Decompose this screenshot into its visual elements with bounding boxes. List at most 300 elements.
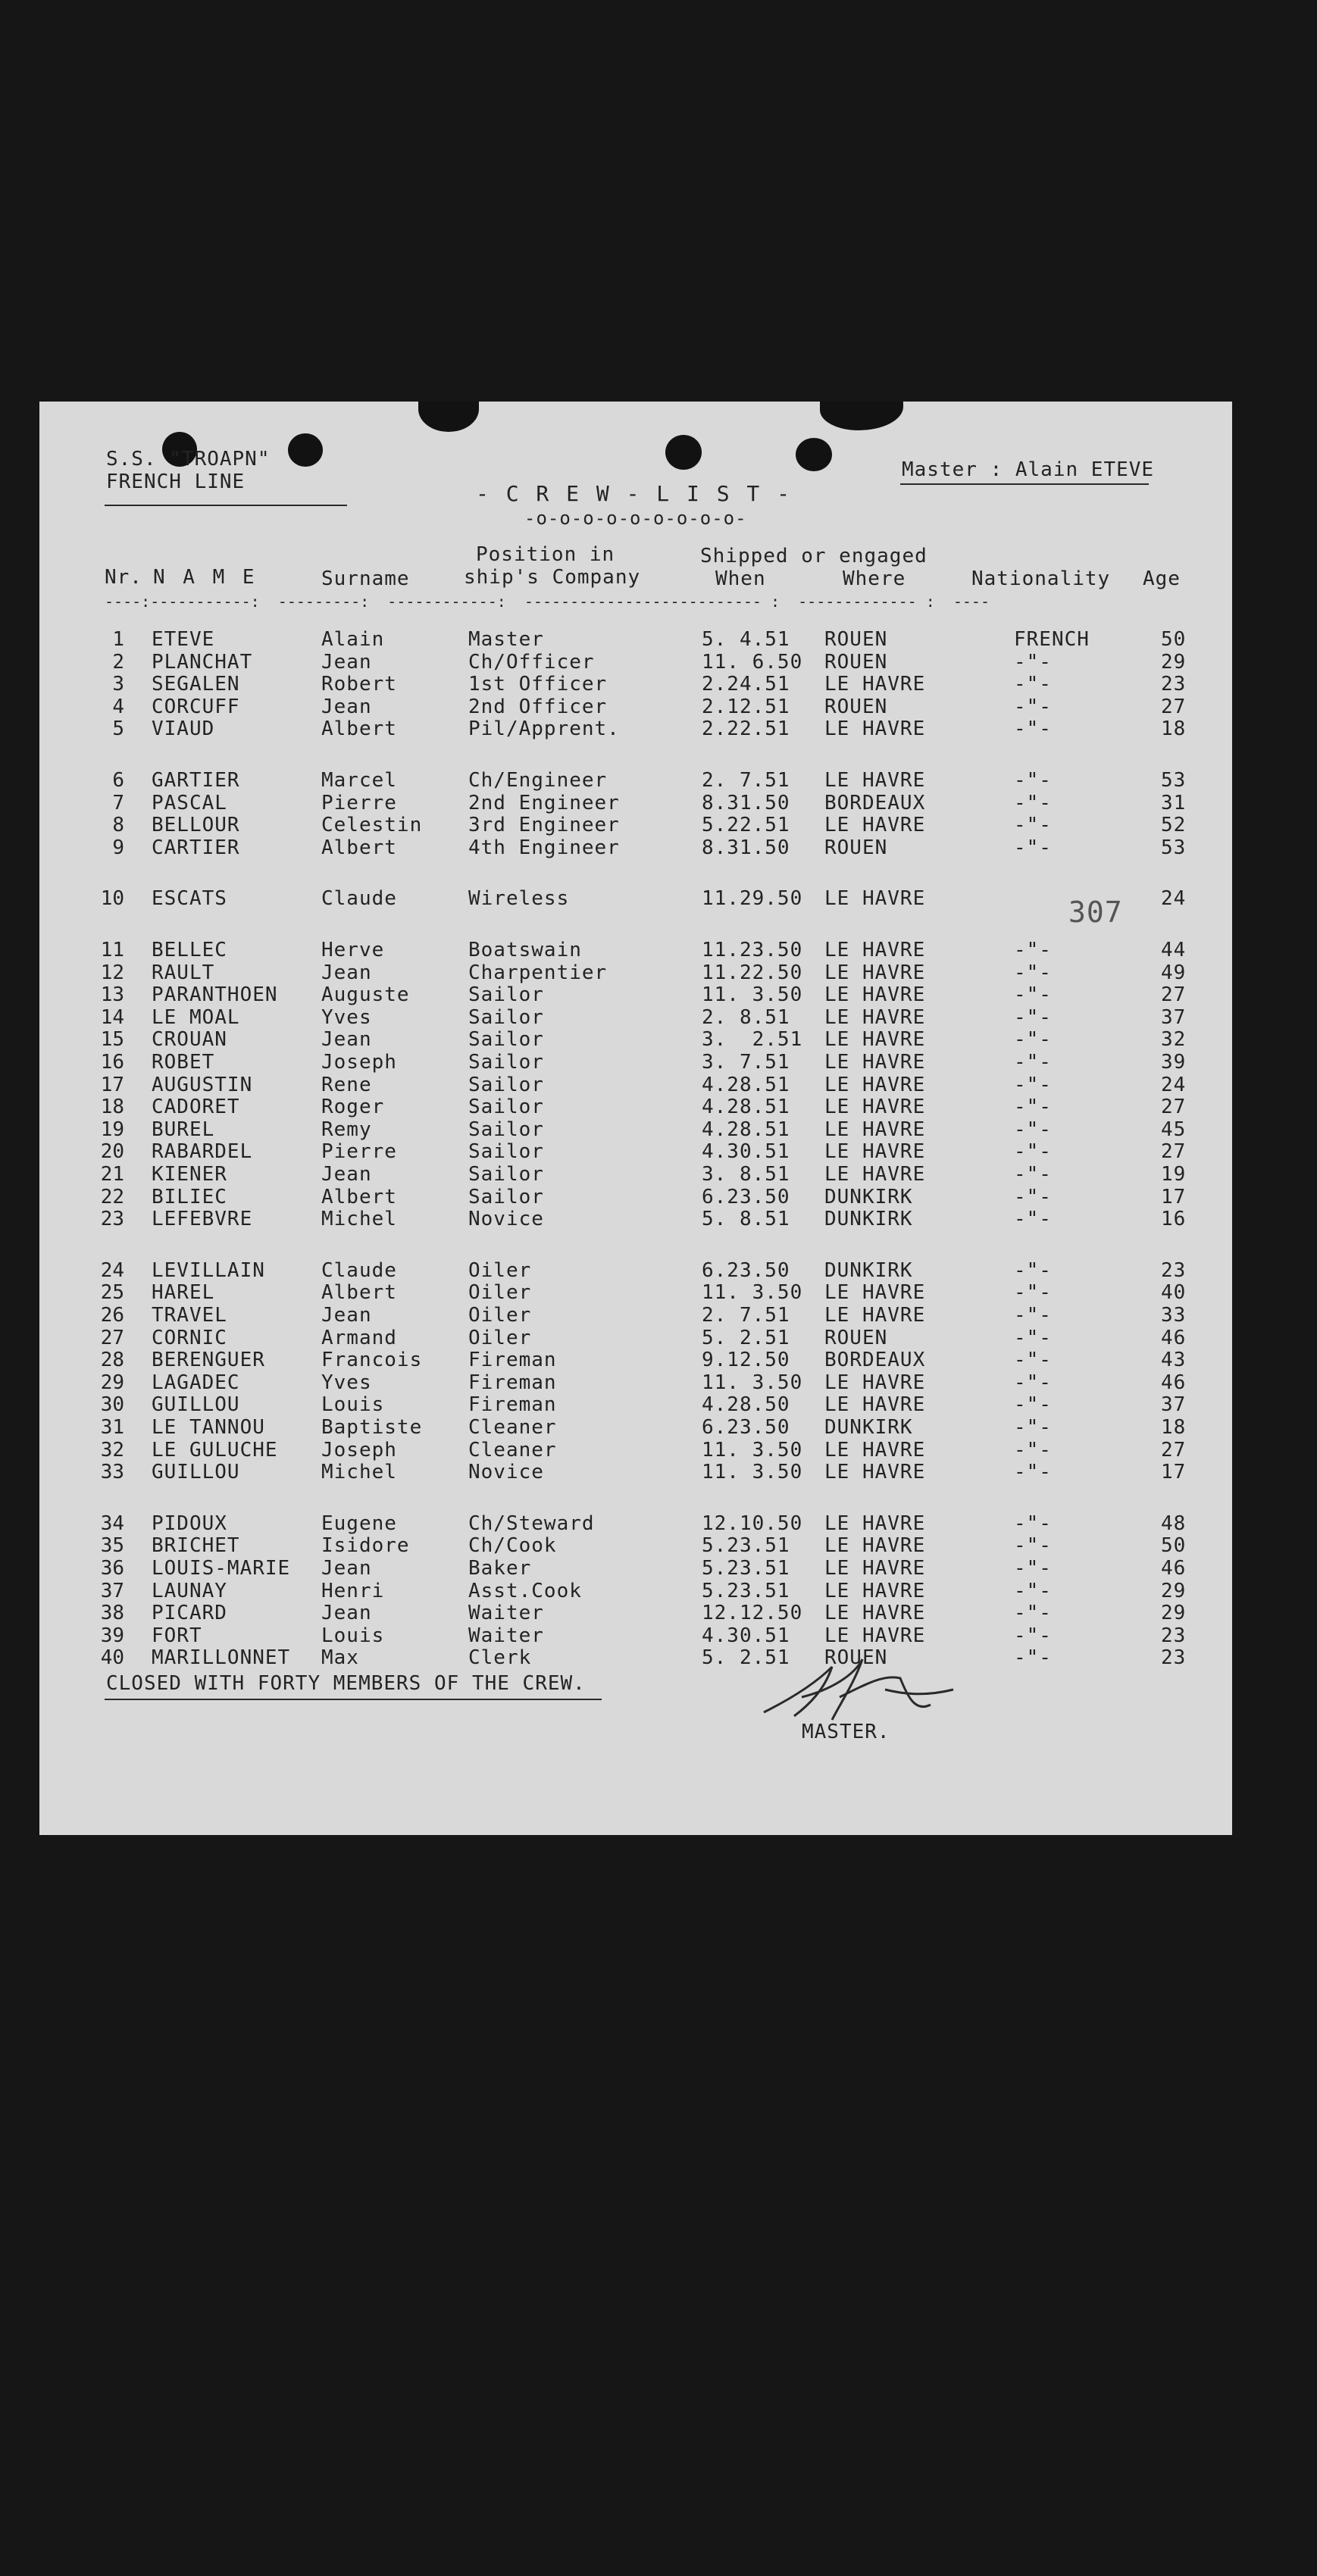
crew-age: 53 xyxy=(1161,769,1187,792)
crew-where: LE HAVRE xyxy=(824,1140,926,1164)
crew-where: ROUEN xyxy=(824,628,888,651)
crew-position: Cleaner xyxy=(468,1416,557,1439)
crew-surname: Michel xyxy=(321,1461,397,1484)
crew-nr: 12 xyxy=(100,961,124,984)
crew-surname: Jean xyxy=(321,1602,372,1625)
crew-age: 39 xyxy=(1161,1051,1187,1074)
crew-surname: Louis xyxy=(321,1393,385,1417)
crew-when: 5.22.51 xyxy=(702,814,790,837)
crew-where: ROUEN xyxy=(824,695,888,718)
crew-nr: 8 xyxy=(112,814,124,837)
crew-when: 3. 8.51 xyxy=(702,1163,790,1186)
crew-nr: 36 xyxy=(100,1557,124,1580)
crew-name: PASCAL xyxy=(152,791,227,814)
crew-name: GARTIER xyxy=(152,769,240,792)
crew-position: Clerk xyxy=(468,1646,532,1670)
crew-surname: Pierre xyxy=(321,1140,397,1164)
crew-age: 24 xyxy=(1161,887,1187,911)
crew-surname: Jean xyxy=(321,650,372,674)
crew-surname: Marcel xyxy=(321,769,397,792)
crew-when: 2.22.51 xyxy=(702,717,790,741)
crew-nationality: -"- xyxy=(1014,1461,1052,1484)
crew-when: 11. 3.50 xyxy=(702,983,803,1007)
crew-nationality: -"- xyxy=(1014,1416,1052,1439)
crew-position: Ch/Steward xyxy=(468,1512,595,1535)
crew-position: Sailor xyxy=(468,1185,544,1208)
master-heading: Master : Alain ETEVE xyxy=(902,458,1155,481)
crew-position: 1st Officer xyxy=(468,673,608,696)
crew-position: Oiler xyxy=(468,1304,532,1327)
crew-nr: 34 xyxy=(100,1512,124,1535)
crew-surname: Jean xyxy=(321,1163,372,1186)
crew-name: LE GULUCHE xyxy=(152,1438,278,1462)
crew-nationality: -"- xyxy=(1014,1512,1052,1535)
crew-age: 46 xyxy=(1161,1326,1187,1349)
crew-surname: Isidore xyxy=(321,1534,410,1558)
crew-age: 45 xyxy=(1161,1118,1187,1141)
crew-nr: 20 xyxy=(100,1140,124,1164)
crew-where: LE HAVRE xyxy=(824,983,926,1007)
crew-position: Fireman xyxy=(468,1349,557,1372)
crew-where: LE HAVRE xyxy=(824,1005,926,1029)
crew-age: 23 xyxy=(1161,1624,1187,1647)
crew-nationality: -"- xyxy=(1014,1438,1052,1462)
crew-position: Novice xyxy=(468,1208,544,1231)
crew-name: BILIEC xyxy=(152,1185,227,1208)
crew-when: 9.12.50 xyxy=(702,1349,790,1372)
crew-name: LE MOAL xyxy=(152,1005,240,1029)
crew-where: LE HAVRE xyxy=(824,769,926,792)
crew-name: PARANTHOEN xyxy=(152,983,278,1007)
crew-surname: Yves xyxy=(321,1005,372,1029)
crew-when: 2.12.51 xyxy=(702,695,790,718)
crew-when: 11.23.50 xyxy=(702,939,803,961)
crew-position: Asst.Cook xyxy=(468,1579,582,1602)
crew-position: Sailor xyxy=(468,1005,544,1029)
crew-name: CARTIER xyxy=(152,836,240,859)
crew-list-document xyxy=(39,402,1232,1835)
crew-surname: Rene xyxy=(321,1073,372,1096)
crew-nationality: -"- xyxy=(1014,1208,1052,1231)
crew-surname: Eugene xyxy=(321,1512,397,1535)
crew-name: HAREL xyxy=(152,1281,215,1305)
crew-nationality: -"- xyxy=(1014,1534,1052,1558)
crew-where: DUNKIRK xyxy=(824,1258,913,1282)
crew-surname: Remy xyxy=(321,1118,372,1141)
crew-where: ROUEN xyxy=(824,650,888,674)
crew-position: Oiler xyxy=(468,1258,532,1282)
crew-when: 11. 3.50 xyxy=(702,1461,803,1484)
crew-position: Waiter xyxy=(468,1602,544,1625)
crew-where: LE HAVRE xyxy=(824,673,926,696)
crew-nr: 14 xyxy=(100,1005,124,1029)
crew-where: LE HAVRE xyxy=(824,1602,926,1625)
crew-age: 37 xyxy=(1161,1393,1187,1417)
crew-where: DUNKIRK xyxy=(824,1185,913,1208)
crew-surname: Armand xyxy=(321,1326,397,1349)
crew-name: LAGADEC xyxy=(152,1371,240,1394)
crew-age: 53 xyxy=(1161,836,1187,859)
crew-age: 44 xyxy=(1161,939,1187,961)
crew-name: KIENER xyxy=(152,1163,227,1186)
crew-nationality: -"- xyxy=(1014,695,1052,718)
page-title: - C R E W - L I S T - xyxy=(476,481,793,506)
crew-surname: Albert xyxy=(321,1185,397,1208)
crew-position: Novice xyxy=(468,1461,544,1484)
crew-age: 29 xyxy=(1161,650,1187,674)
crew-position: Sailor xyxy=(468,1163,544,1186)
crew-age: 27 xyxy=(1161,695,1187,718)
crew-nationality: -"- xyxy=(1014,983,1052,1007)
crew-age: 29 xyxy=(1161,1579,1187,1602)
crew-when: 3. 2.51 xyxy=(702,1028,803,1052)
crew-position: Boatswain xyxy=(468,939,582,961)
crew-nationality: -"- xyxy=(1014,1096,1052,1119)
crew-name: GUILLOU xyxy=(152,1461,240,1484)
crew-where: LE HAVRE xyxy=(824,1624,926,1647)
line-name: FRENCH LINE xyxy=(106,470,246,493)
crew-surname: Herve xyxy=(321,939,385,961)
crew-age: 27 xyxy=(1161,1096,1187,1119)
crew-nr: 4 xyxy=(112,695,124,718)
crew-age: 40 xyxy=(1161,1281,1187,1305)
crew-age: 24 xyxy=(1161,1073,1187,1096)
crew-age: 32 xyxy=(1161,1028,1187,1052)
crew-position: 3rd Engineer xyxy=(468,814,620,837)
crew-where: BORDEAUX xyxy=(824,791,926,814)
crew-position: Sailor xyxy=(468,1118,544,1141)
crew-name: PICARD xyxy=(152,1602,227,1625)
crew-nr: 21 xyxy=(100,1163,124,1186)
crew-nr: 9 xyxy=(112,836,124,859)
crew-where: LE HAVRE xyxy=(824,1579,926,1602)
crew-surname: Pierre xyxy=(321,791,397,814)
crew-when: 5. 2.51 xyxy=(702,1326,790,1349)
crew-where: ROUEN xyxy=(824,1646,888,1670)
crew-where: LE HAVRE xyxy=(824,1028,926,1052)
crew-where: LE HAVRE xyxy=(824,939,926,961)
crew-when: 4.30.51 xyxy=(702,1140,790,1164)
crew-surname: Jean xyxy=(321,1557,372,1580)
crew-nationality: -"- xyxy=(1014,1624,1052,1647)
crew-name: GUILLOU xyxy=(152,1393,240,1417)
crew-name: ROBET xyxy=(152,1051,215,1074)
crew-position: 2nd Officer xyxy=(468,695,608,718)
crew-when: 4.28.51 xyxy=(702,1096,790,1119)
crew-nr: 3 xyxy=(112,673,124,696)
crew-when: 4.28.51 xyxy=(702,1118,790,1141)
crew-position: Sailor xyxy=(468,1073,544,1096)
crew-nationality: -"- xyxy=(1014,1118,1052,1141)
crew-name: RABARDEL xyxy=(152,1140,253,1164)
title-underline: -o-o-o-o-o-o-o-o-o- xyxy=(524,508,747,529)
crew-age: 48 xyxy=(1161,1512,1187,1535)
crew-where: LE HAVRE xyxy=(824,961,926,984)
crew-when: 6.23.50 xyxy=(702,1416,790,1439)
crew-name: VIAUD xyxy=(152,717,215,741)
crew-nationality: -"- xyxy=(1014,1028,1052,1052)
crew-nationality: -"- xyxy=(1014,1393,1052,1417)
crew-nationality: -"- xyxy=(1014,1557,1052,1580)
crew-age: 18 xyxy=(1161,1416,1187,1439)
crew-where: LE HAVRE xyxy=(824,1051,926,1074)
crew-where: LE HAVRE xyxy=(824,1438,926,1462)
crew-nationality: -"- xyxy=(1014,1073,1052,1096)
crew-where: LE HAVRE xyxy=(824,717,926,741)
punch-hole xyxy=(796,438,832,471)
crew-nationality: -"- xyxy=(1014,1051,1052,1074)
crew-nr: 25 xyxy=(100,1281,124,1305)
crew-when: 6.23.50 xyxy=(702,1258,790,1282)
tear-mark xyxy=(820,402,903,430)
crew-name: CORCUFF xyxy=(152,695,240,718)
punch-hole xyxy=(665,435,702,470)
crew-age: 23 xyxy=(1161,1258,1187,1282)
crew-nationality: -"- xyxy=(1014,961,1052,984)
crew-when: 8.31.50 xyxy=(702,836,790,859)
crew-surname: Joseph xyxy=(321,1438,397,1462)
crew-surname: Joseph xyxy=(321,1051,397,1074)
crew-nationality: -"- xyxy=(1014,1349,1052,1372)
crew-position: Ch/Cook xyxy=(468,1534,557,1558)
crew-when: 4.28.50 xyxy=(702,1393,790,1417)
crew-when: 4.30.51 xyxy=(702,1624,790,1647)
crew-where: LE HAVRE xyxy=(824,1371,926,1394)
crew-nationality: -"- xyxy=(1014,717,1052,741)
crew-name: LAUNAY xyxy=(152,1579,227,1602)
crew-where: LE HAVRE xyxy=(824,1073,926,1096)
crew-position: Ch/Engineer xyxy=(468,769,608,792)
crew-position: Waiter xyxy=(468,1624,544,1647)
crew-nationality: -"- xyxy=(1014,1304,1052,1327)
crew-nr: 38 xyxy=(100,1602,124,1625)
crew-surname: Claude xyxy=(321,1258,397,1282)
crew-age: 37 xyxy=(1161,1005,1187,1029)
master-underline xyxy=(900,483,1149,485)
crew-nr: 17 xyxy=(100,1073,124,1096)
crew-nationality: -"- xyxy=(1014,1602,1052,1625)
crew-surname: Jean xyxy=(321,1028,372,1052)
crew-name: LEFEBVRE xyxy=(152,1208,253,1231)
crew-surname: Baptiste xyxy=(321,1416,423,1439)
crew-nr: 11 xyxy=(100,939,124,961)
crew-nr: 29 xyxy=(100,1371,124,1394)
crew-surname: Michel xyxy=(321,1208,397,1231)
crew-position: 2nd Engineer xyxy=(468,791,620,814)
crew-when: 5. 4.51 xyxy=(702,628,790,651)
crew-nr: 28 xyxy=(100,1349,124,1372)
crew-nationality: -"- xyxy=(1014,1185,1052,1208)
crew-position: Oiler xyxy=(468,1281,532,1305)
crew-when: 8.31.50 xyxy=(702,791,790,814)
col-when: When xyxy=(715,567,766,590)
crew-nationality: -"- xyxy=(1014,1646,1052,1670)
crew-surname: Yves xyxy=(321,1371,372,1394)
crew-nationality: -"- xyxy=(1014,814,1052,837)
crew-name: LOUIS-MARIE xyxy=(152,1557,291,1580)
crew-when: 2. 7.51 xyxy=(702,769,790,792)
crew-position: Oiler xyxy=(468,1326,532,1349)
crew-nr: 26 xyxy=(100,1304,124,1327)
crew-nr: 32 xyxy=(100,1438,124,1462)
crew-name: TRAVEL xyxy=(152,1304,227,1327)
crew-when: 11. 6.50 xyxy=(702,650,803,674)
crew-nr: 10 xyxy=(100,887,124,911)
crew-nationality: -"- xyxy=(1014,1326,1052,1349)
crew-where: LE HAVRE xyxy=(824,1557,926,1580)
crew-when: 11. 3.50 xyxy=(702,1371,803,1394)
crew-nr: 37 xyxy=(100,1579,124,1602)
crew-where: LE HAVRE xyxy=(824,887,926,911)
crew-age: 49 xyxy=(1161,961,1187,984)
crew-position: Sailor xyxy=(468,983,544,1007)
crew-name: FORT xyxy=(152,1624,202,1647)
crew-when: 5.23.51 xyxy=(702,1579,790,1602)
crew-when: 4.28.51 xyxy=(702,1073,790,1096)
crew-where: LE HAVRE xyxy=(824,1393,926,1417)
crew-age: 50 xyxy=(1161,1534,1187,1558)
crew-surname: Francois xyxy=(321,1349,423,1372)
crew-nr: 31 xyxy=(100,1416,124,1439)
col-position-1: Position in xyxy=(476,543,615,566)
crew-where: BORDEAUX xyxy=(824,1349,926,1372)
crew-age: 46 xyxy=(1161,1371,1187,1394)
crew-surname: Robert xyxy=(321,673,397,696)
crew-name: RAULT xyxy=(152,961,215,984)
crew-when: 11. 3.50 xyxy=(702,1281,803,1305)
crew-where: LE HAVRE xyxy=(824,1512,926,1535)
crew-nationality: -"- xyxy=(1014,1258,1052,1282)
crew-age: 31 xyxy=(1161,791,1187,814)
ship-name: S.S. "TROAPN" xyxy=(106,448,271,470)
header-separator: ----:-----------: ---------: ------------: -------------------------- : ------------- : ---- xyxy=(105,592,990,611)
crew-age: 23 xyxy=(1161,1646,1187,1670)
crew-name: PIDOUX xyxy=(152,1512,227,1535)
crew-nationality: -"- xyxy=(1014,673,1052,696)
crew-age: 17 xyxy=(1161,1461,1187,1484)
crew-when: 2. 7.51 xyxy=(702,1304,790,1327)
crew-name: CORNIC xyxy=(152,1326,227,1349)
crew-surname: Alain xyxy=(321,628,385,651)
crew-name: CROUAN xyxy=(152,1028,227,1052)
crew-nr: 27 xyxy=(100,1326,124,1349)
col-shipped: Shipped or engaged xyxy=(700,545,928,567)
crew-surname: Roger xyxy=(321,1096,385,1119)
crew-when: 2.24.51 xyxy=(702,673,790,696)
crew-when: 5.23.51 xyxy=(702,1557,790,1580)
crew-nationality: -"- xyxy=(1014,1281,1052,1305)
closing-statement: CLOSED WITH FORTY MEMBERS OF THE CREW. xyxy=(106,1672,586,1695)
crew-nationality: -"- xyxy=(1014,1163,1052,1186)
crew-name: BUREL xyxy=(152,1118,215,1141)
crew-name: BERENGUER xyxy=(152,1349,265,1372)
crew-nr: 15 xyxy=(100,1028,124,1052)
crew-position: Charpentier xyxy=(468,961,608,984)
col-age: Age xyxy=(1143,567,1181,590)
crew-age: 46 xyxy=(1161,1557,1187,1580)
crew-age: 43 xyxy=(1161,1349,1187,1372)
crew-position: Baker xyxy=(468,1557,532,1580)
crew-age: 29 xyxy=(1161,1602,1187,1625)
crew-nr: 13 xyxy=(100,983,124,1007)
crew-nationality: -"- xyxy=(1014,650,1052,674)
crew-surname: Albert xyxy=(321,717,397,741)
crew-when: 11.22.50 xyxy=(702,961,803,984)
crew-nationality: FRENCH xyxy=(1014,628,1090,651)
crew-surname: Max xyxy=(321,1646,359,1670)
crew-nr: 35 xyxy=(100,1534,124,1558)
crew-nationality: -"- xyxy=(1014,1579,1052,1602)
crew-position: Ch/Officer xyxy=(468,650,595,674)
punch-hole xyxy=(288,433,323,467)
crew-nr: 6 xyxy=(112,769,124,792)
crew-position: Wireless xyxy=(468,887,570,911)
closing-underline xyxy=(105,1699,602,1700)
crew-position: Fireman xyxy=(468,1371,557,1394)
crew-name: BELLEC xyxy=(152,939,227,961)
crew-surname: Henri xyxy=(321,1579,385,1602)
crew-nr: 2 xyxy=(112,650,124,674)
crew-nationality: -"- xyxy=(1014,1371,1052,1394)
crew-where: DUNKIRK xyxy=(824,1208,913,1231)
crew-name: MARILLONNET xyxy=(152,1646,291,1670)
crew-surname: Jean xyxy=(321,1304,372,1327)
crew-age: 27 xyxy=(1161,1438,1187,1462)
crew-age: 17 xyxy=(1161,1185,1187,1208)
crew-surname: Albert xyxy=(321,1281,397,1305)
crew-where: LE HAVRE xyxy=(824,1163,926,1186)
crew-nr: 5 xyxy=(112,717,124,741)
crew-when: 5. 8.51 xyxy=(702,1208,790,1231)
crew-position: Pil/Apprent. xyxy=(468,717,620,741)
crew-nr: 22 xyxy=(100,1185,124,1208)
crew-where: DUNKIRK xyxy=(824,1416,913,1439)
crew-position: 4th Engineer xyxy=(468,836,620,859)
crew-surname: Auguste xyxy=(321,983,410,1007)
crew-nationality: -"- xyxy=(1014,836,1052,859)
crew-nr: 40 xyxy=(100,1646,124,1670)
crew-position: Sailor xyxy=(468,1028,544,1052)
crew-when: 11.29.50 xyxy=(702,887,803,911)
crew-nr: 33 xyxy=(100,1461,124,1484)
crew-where: LE HAVRE xyxy=(824,1281,926,1305)
crew-when: 11. 3.50 xyxy=(702,1438,803,1462)
col-nr: Nr. xyxy=(105,566,142,589)
crew-nr: 7 xyxy=(112,791,124,814)
crew-where: LE HAVRE xyxy=(824,1304,926,1327)
crew-where: ROUEN xyxy=(824,836,888,859)
crew-nationality: -"- xyxy=(1014,769,1052,792)
crew-surname: Louis xyxy=(321,1624,385,1647)
col-surname: Surname xyxy=(321,567,410,590)
crew-when: 5.23.51 xyxy=(702,1534,790,1558)
crew-when: 2. 8.51 xyxy=(702,1005,790,1029)
crew-nr: 39 xyxy=(100,1624,124,1647)
crew-nationality: -"- xyxy=(1014,1140,1052,1164)
crew-surname: Albert xyxy=(321,836,397,859)
crew-surname: Celestin xyxy=(321,814,423,837)
line-underline xyxy=(105,505,347,506)
crew-age: 50 xyxy=(1161,628,1187,651)
crew-position: Sailor xyxy=(468,1140,544,1164)
crew-age: 19 xyxy=(1161,1163,1187,1186)
crew-age: 23 xyxy=(1161,673,1187,696)
crew-name: ETEVE xyxy=(152,628,215,651)
crew-nr: 24 xyxy=(100,1258,124,1282)
crew-where: LE HAVRE xyxy=(824,1118,926,1141)
crew-nationality: -"- xyxy=(1014,791,1052,814)
crew-name: CADORET xyxy=(152,1096,240,1119)
